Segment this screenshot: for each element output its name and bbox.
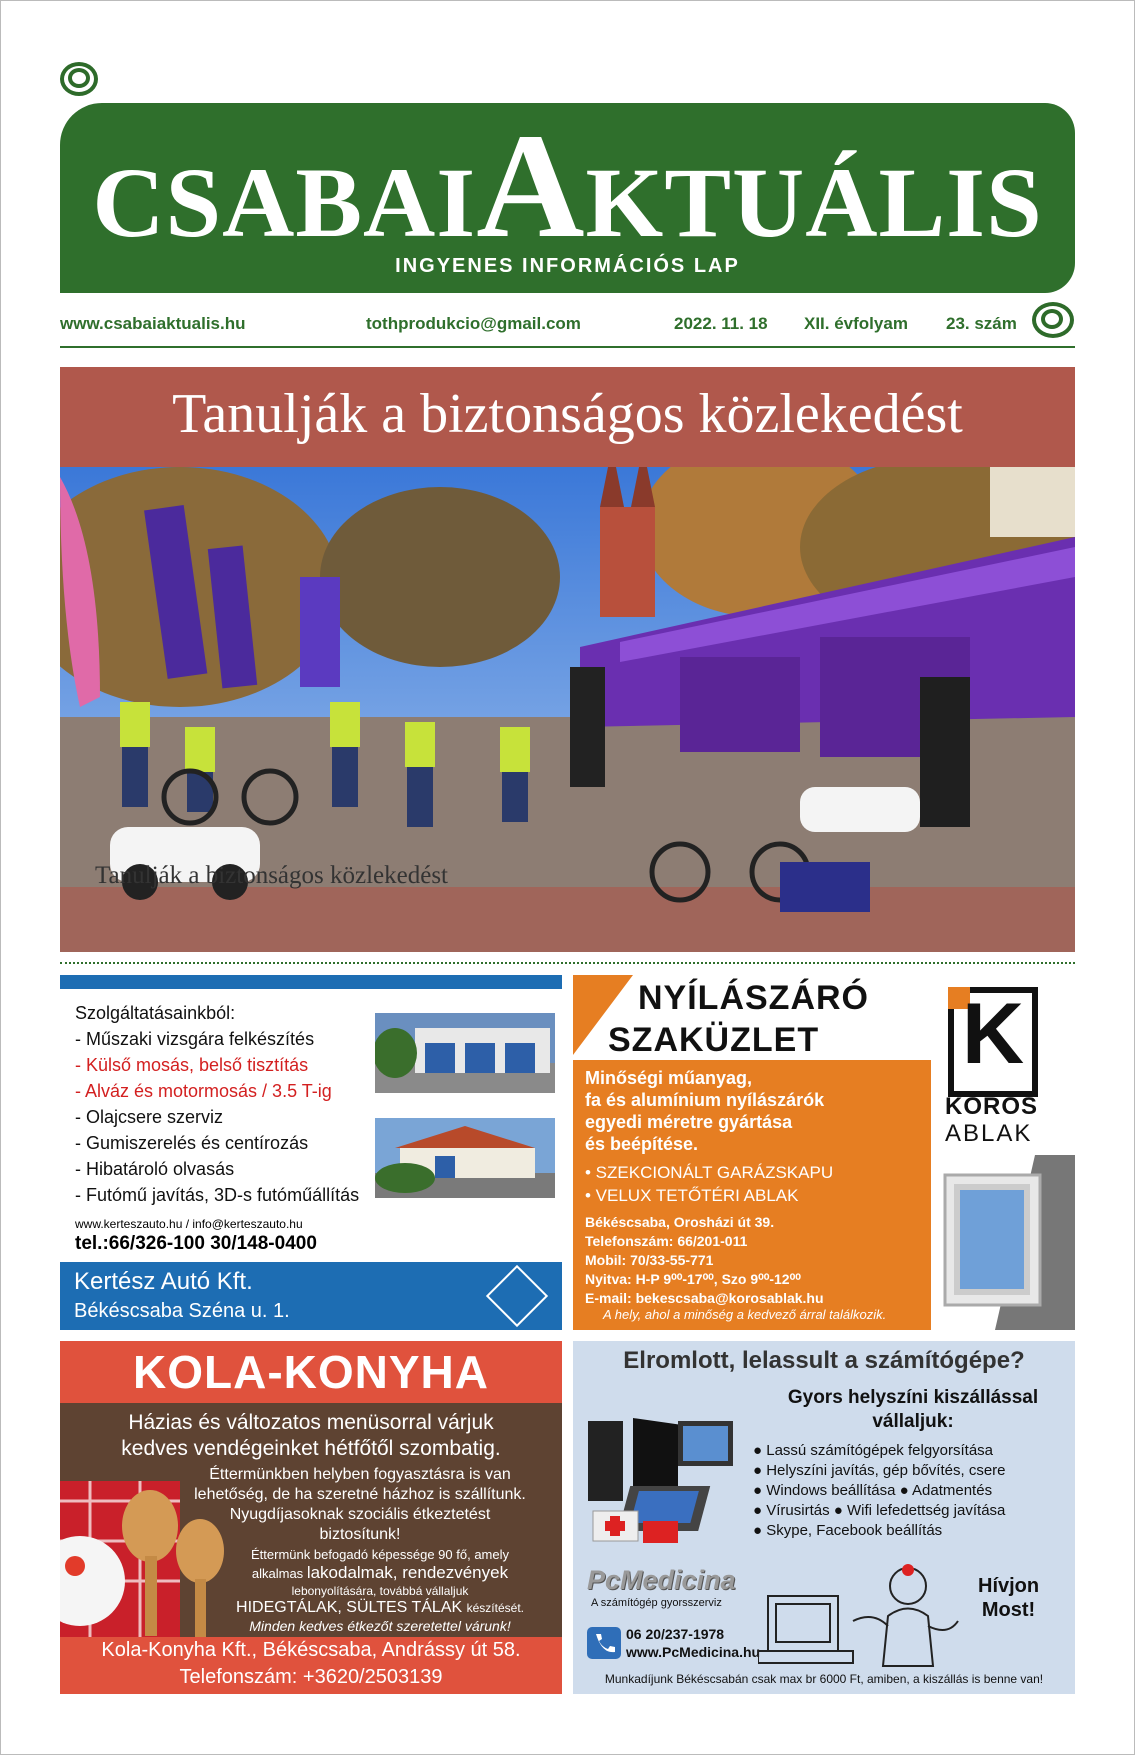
- swirl-right-icon: [1032, 300, 1072, 340]
- list-item: ● Helyszíni javítás, gép bővítés, csere: [753, 1462, 1006, 1479]
- koros-info-box: [573, 1060, 931, 1330]
- koros-address: Békéscsaba, Orosházi út 39.: [585, 1214, 775, 1230]
- pc-footnote: Munkadíjunk Békéscsabán csak max br 6000 Ft, amiben, a kiszállás is benne van!: [604, 1672, 1044, 1686]
- info-bar: [60, 312, 1075, 342]
- kola-text: Éttermünk befogadó képessége 90 fő, amely: [251, 1547, 509, 1562]
- list-item: - Futómű javítás, 3D-s futóműállítás: [75, 1185, 360, 1205]
- kertesz-phone: tel.:66/326-100 30/148-0400: [75, 1233, 317, 1254]
- list-item: ● Lassú számítógépek felgyorsítása: [753, 1442, 994, 1459]
- list-item: ● Skype, Facebook beállítás: [753, 1522, 943, 1539]
- koros-email[interactable]: E-mail: bekescsaba@korosablak.hu: [585, 1290, 824, 1306]
- list-item: - Hibatároló olvasás: [75, 1159, 235, 1179]
- ad-kola-konyha[interactable]: [60, 1341, 562, 1694]
- kola-address: Kola-Konyha Kft., Békéscsaba, Andrássy út 58.: [101, 1639, 521, 1661]
- section-divider: [60, 962, 1075, 964]
- ad-text: fa és alumínium nyílászárók: [585, 1090, 825, 1110]
- issue-date: 2022. 11. 18: [674, 314, 768, 333]
- computers-image: [583, 1401, 753, 1561]
- newspaper-title: CSABAIAKTUÁLIS: [92, 103, 1043, 269]
- kola-title: KOLA-KONYHA: [133, 1346, 489, 1398]
- kola-text: kedves vendégeinket hétfőtől szombatig.: [121, 1437, 501, 1460]
- list-item: ● Windows beállítása ● Adatmentés: [753, 1482, 993, 1499]
- kola-header: [60, 1341, 562, 1403]
- pc-sub-line: Gyors helyszíni kiszállással: [787, 1387, 1039, 1408]
- kola-phone: Telefonszám: +3620/2503139: [179, 1666, 443, 1688]
- ad-pcmedicina[interactable]: [573, 1341, 1075, 1694]
- car-logo-icon: [486, 1265, 548, 1327]
- kola-text: biztosítunk!: [319, 1526, 401, 1543]
- kola-text: [210, 1599, 550, 1617]
- company-address: Békéscsaba Széna u. 1.: [74, 1300, 290, 1322]
- kola-text: lebonyolítására, továbbá vállaljuk: [291, 1584, 469, 1598]
- list-item: ● Vírusirtás ● Wifi lefedettség javítása: [753, 1502, 1006, 1519]
- list-item: - Gumiszerelés és centírozás: [75, 1133, 309, 1153]
- ad-text: és beépítése.: [585, 1134, 699, 1154]
- logo-letter: K: [962, 986, 1025, 1082]
- volume: XII. évfolyam: [804, 314, 908, 333]
- office-photo: [375, 1118, 555, 1198]
- ad-title-line1: NYÍLÁSZÁRÓ: [638, 979, 869, 1017]
- phone-icon: [587, 1627, 621, 1659]
- services-intro: Szolgáltatásainkból:: [75, 1003, 236, 1023]
- company-name: Kertész Autó Kft.: [74, 1268, 253, 1295]
- kertesz-footer: [60, 1262, 562, 1330]
- kola-text: Minden kedves étkezőt szeretettel várunk!: [249, 1618, 511, 1634]
- pc-sub-line: vállaljuk:: [872, 1411, 954, 1432]
- wooden-spoons-image: [60, 1481, 230, 1637]
- services-list: [75, 1000, 359, 1208]
- logo-text-1: KÖRÖS: [945, 1093, 1039, 1120]
- kola-text: lehetőség, de ha szeretné házhoz is szállítunk.: [194, 1486, 526, 1503]
- ad-text: egyedi méretre gyártása: [585, 1112, 793, 1132]
- kola-text: készítését.: [466, 1601, 524, 1615]
- kola-text: HIDEGTÁLAK, SÜLTES TÁLAK: [236, 1599, 463, 1616]
- ad-kertesz-auto[interactable]: [60, 975, 562, 1330]
- koros-mobile: Mobil: 70/33-55-771: [585, 1252, 714, 1268]
- cta-line: Most!: [981, 1599, 1036, 1621]
- ad-koros-ablak[interactable]: [573, 975, 1075, 1330]
- list-item: - Külső mosás, belső tisztítás: [75, 1055, 309, 1075]
- kola-text: Nyugdíjasoknak szociális étkeztetést: [229, 1506, 491, 1523]
- kola-text: Házias és változatos menüsorral várjuk: [128, 1411, 494, 1434]
- kola-text: Éttermünkben helyben fogyasztásra is van: [209, 1466, 511, 1483]
- masthead: [60, 103, 1075, 293]
- lead-headline: Tanulják a biztonságos közlekedést: [172, 383, 963, 445]
- pc-phone: 06 20/237-1978: [626, 1626, 725, 1642]
- kola-text: alkalmas: [251, 1566, 304, 1581]
- website-link[interactable]: www.csabaiaktualis.hu: [60, 314, 246, 333]
- koros-phone: Telefonszám: 66/201-011: [585, 1233, 748, 1249]
- kola-footer: [60, 1637, 562, 1694]
- list-item: - Olajcsere szerviz: [75, 1107, 224, 1127]
- pc-subheadline: [753, 1386, 1073, 1434]
- kertesz-web[interactable]: www.kerteszauto.hu / info@kerteszauto.hu: [75, 1217, 303, 1231]
- ad-bullet: • SZEKCIONÁLT GARÁZSKAPU: [585, 1163, 834, 1182]
- koros-hours: Nyitva: H-P 9⁰⁰-17⁰⁰, Szo 9⁰⁰-12⁰⁰: [585, 1271, 801, 1287]
- pc-brand-tagline: A számítógép gyorsszerviz: [591, 1597, 722, 1609]
- swirl-top-left-icon: [60, 58, 100, 98]
- kola-text: lakodalmak, rendezvények: [306, 1563, 509, 1582]
- header-rule: [60, 346, 1075, 348]
- ad-title-line2: SZAKÜZLET: [608, 1021, 820, 1059]
- newspaper-subtitle: INGYENES INFORMÁCIÓS LAP: [395, 255, 740, 277]
- koros-slogan: A hely, ahol a minőség a kedvező árral találkozik.: [603, 1307, 887, 1322]
- ad-text: Minőségi műanyag,: [585, 1068, 753, 1088]
- logo-text-2: ABLAK: [945, 1120, 1033, 1147]
- issue-number: 23. szám: [946, 314, 1017, 333]
- pc-website[interactable]: www.PcMedicina.hu: [626, 1644, 761, 1660]
- pc-call-to-action[interactable]: [978, 1574, 1039, 1622]
- email-link[interactable]: tothprodukcio@gmail.com: [366, 314, 581, 333]
- pc-brand-logo: PcMedicina: [587, 1565, 736, 1595]
- doctor-computer-cartoon: [758, 1556, 973, 1671]
- cta-line: Hívjon: [978, 1575, 1040, 1597]
- window-profile-image: [935, 1155, 1075, 1330]
- pc-headline: Elromlott, lelassult a számítógépe?: [623, 1347, 1025, 1374]
- ad-top-bar: [60, 975, 562, 989]
- headline-band: [60, 367, 1075, 467]
- ad-bullet: • VELUX TETŐTÉRI ABLAK: [585, 1186, 799, 1205]
- kola-text: [210, 1563, 550, 1583]
- garage-photo: [375, 1013, 555, 1093]
- list-item: - Alváz és motormosás / 3.5 T-ig: [75, 1081, 332, 1101]
- lead-story: [60, 367, 1075, 952]
- photo-caption: Tanulják a biztonságos közlekedést: [95, 862, 449, 889]
- list-item: - Műszaki vizsgára felkészítés: [75, 1029, 315, 1049]
- koros-logo-icon: [948, 987, 1038, 1097]
